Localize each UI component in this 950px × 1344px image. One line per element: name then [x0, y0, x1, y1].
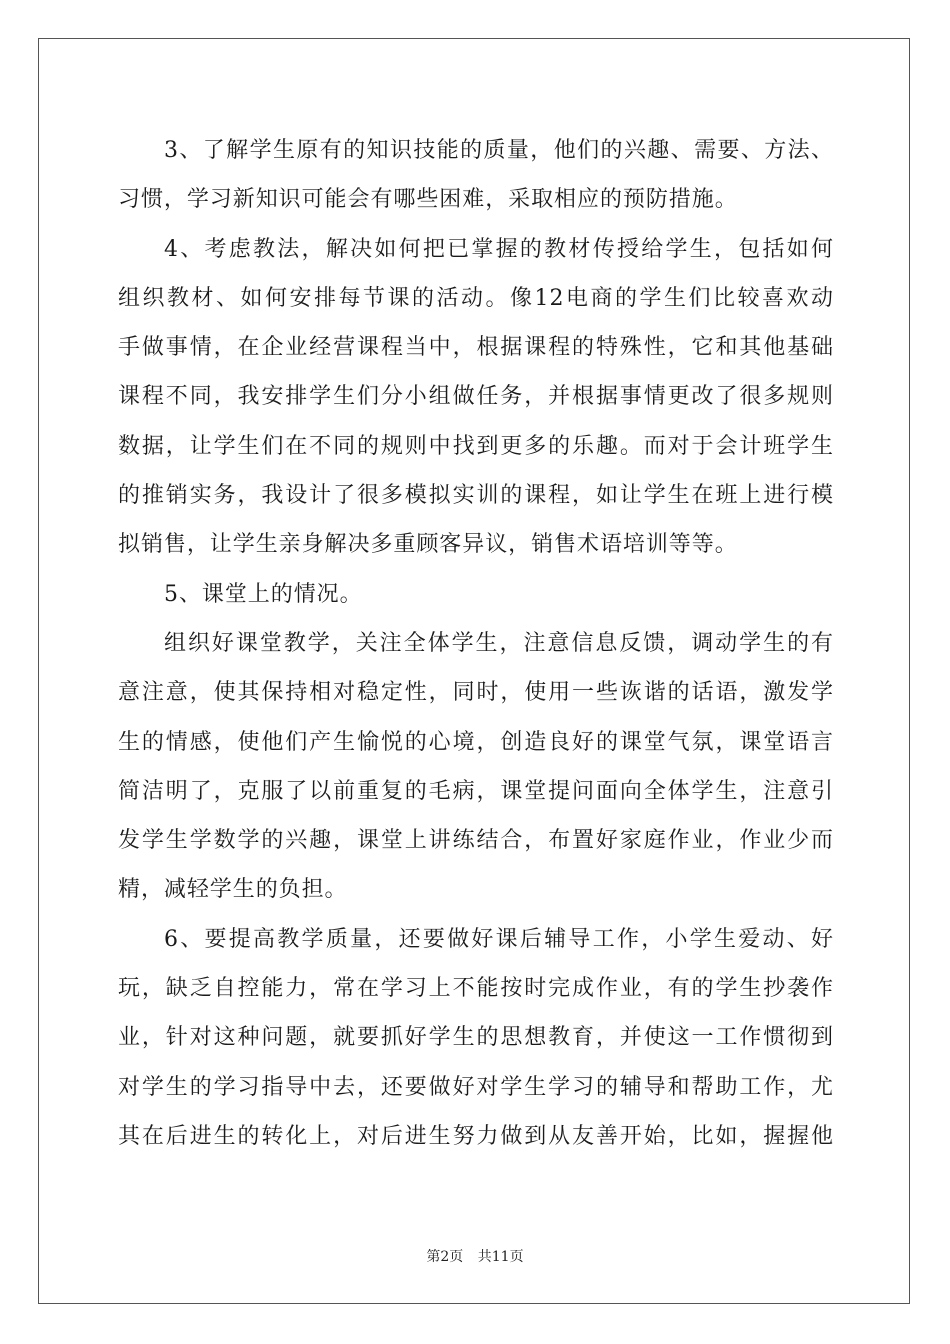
paragraph-line: 其在后进生的转化上，对后进生努力做到从友善开始，比如，握握他 [118, 1123, 834, 1149]
paragraph-line: 数据，让学生们在不同的规则中找到更多的乐趣。而对于会计班学生 [118, 433, 834, 459]
paragraph-first-line: 4、考虑教法，解决如何把已掌握的教材传授给学生，包括如何 [164, 236, 834, 262]
paragraph-line: 意注意，使其保持相对稳定性，同时，使用一些诙谐的话语，激发学 [118, 680, 834, 706]
paragraph-line: 生的情感，使他们产生愉悦的心境，创造良好的课堂气氛，课堂语言 [118, 729, 834, 755]
page-footer [0, 1246, 950, 1266]
page-total: 共11页 [477, 1249, 524, 1265]
paragraph-line: 精，减轻学生的负担。 [118, 877, 348, 903]
paragraph-line: 对学生的学习指导中去，还要做好对学生学习的辅导和帮助工作，尤 [118, 1074, 834, 1100]
page-number: 第2页 [426, 1249, 464, 1265]
paragraph-line: 习惯，学习新知识可能会有哪些困难，采取相应的预防措施。 [118, 187, 738, 213]
paragraph-line: 手做事情，在企业经营课程当中，根据课程的特殊性，它和其他基础 [118, 335, 834, 361]
paragraph-line: 课程不同，我安排学生们分小组做任务，并根据事情更改了很多规则 [118, 384, 834, 410]
paragraph-line: 玩，缺乏自控能力，常在学习上不能按时完成作业，有的学生抄袭作 [118, 976, 834, 1002]
paragraph-first-line: 组织好课堂教学，关注全体学生，注意信息反馈，调动学生的有 [164, 630, 834, 656]
paragraph-line: 拟销售，让学生亲身解决多重顾客异议，销售术语培训等等。 [118, 532, 738, 558]
paragraph-line: 发学生学数学的兴趣，课堂上讲练结合，布置好家庭作业，作业少而 [118, 828, 834, 854]
paragraph-line: 业，针对这种问题，就要抓好学生的思想教育，并使这一工作惯彻到 [118, 1025, 834, 1051]
paragraph-line: 的推销实务，我设计了很多模拟实训的课程，如让学生在班上进行模 [118, 483, 834, 509]
paragraph-line: 简洁明了，克服了以前重复的毛病，课堂提问面向全体学生，注意引 [118, 778, 834, 804]
paragraph-first-line: 3、了解学生原有的知识技能的质量，他们的兴趣、需要、方法、 [164, 138, 834, 163]
paragraph-line: 组织教材、如何安排每节课的活动。像12电商的学生们比较喜欢动 [118, 285, 834, 311]
paragraph-first-line: 5、课堂上的情况。 [164, 581, 363, 607]
document-body [118, 126, 834, 1161]
paragraph-first-line: 6、要提高教学质量，还要做好课后辅导工作，小学生爱动、好 [164, 926, 834, 952]
